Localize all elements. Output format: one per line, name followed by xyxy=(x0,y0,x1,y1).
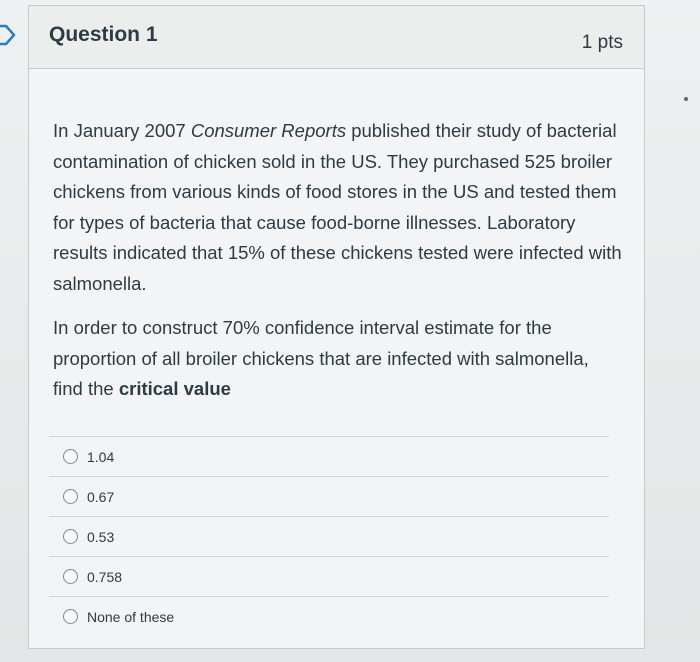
answer-option[interactable] xyxy=(49,556,609,596)
answer-label[interactable]: 0.758 xyxy=(87,568,123,585)
answer-option[interactable] xyxy=(49,596,609,636)
paragraph-1-body: published their study of bacterial contamination of chicken sold in the US. They purchased 525 broiler chickens from various kinds of food stores in the US and tested them for types of bacteria that cause food-borne illnesses. Laboratory results indicated that 15% of these chickens tested were infected with salmonella. xyxy=(53,120,622,294)
answer-label[interactable]: 1.04 xyxy=(87,448,115,465)
paragraph-2-body: In order to construct 70% confidence interval estimate for the proportion of all broiler chickens that are infected with salmonella, find the xyxy=(53,317,589,399)
answer-option[interactable] xyxy=(49,476,609,516)
paragraph-1-intro: In January 2007 xyxy=(53,120,191,141)
radio-unselected-icon[interactable] xyxy=(63,449,78,464)
question-text-paragraph-2 xyxy=(53,313,623,405)
question-title: Question 1 xyxy=(49,23,158,46)
answer-label[interactable]: 0.67 xyxy=(87,488,115,505)
question-card xyxy=(28,5,645,649)
radio-unselected-icon[interactable] xyxy=(63,489,78,504)
answer-option[interactable] xyxy=(49,516,609,556)
answer-list xyxy=(49,436,609,636)
chevron-right-icon[interactable] xyxy=(0,24,16,46)
radio-unselected-icon[interactable] xyxy=(63,569,78,584)
scroll-indicator xyxy=(684,97,688,101)
answer-label[interactable]: 0.53 xyxy=(87,528,115,545)
question-text-paragraph-1 xyxy=(53,116,623,299)
paragraph-2-emphasis: critical value xyxy=(118,378,231,399)
radio-unselected-icon[interactable] xyxy=(63,529,78,544)
answer-option[interactable] xyxy=(49,436,609,476)
question-header xyxy=(29,6,644,69)
answer-label[interactable]: None of these xyxy=(87,608,175,625)
question-body xyxy=(29,69,644,648)
radio-unselected-icon[interactable] xyxy=(63,609,78,624)
question-points: 1 pts xyxy=(581,32,623,53)
paragraph-1-source: Consumer Reports xyxy=(190,120,347,141)
